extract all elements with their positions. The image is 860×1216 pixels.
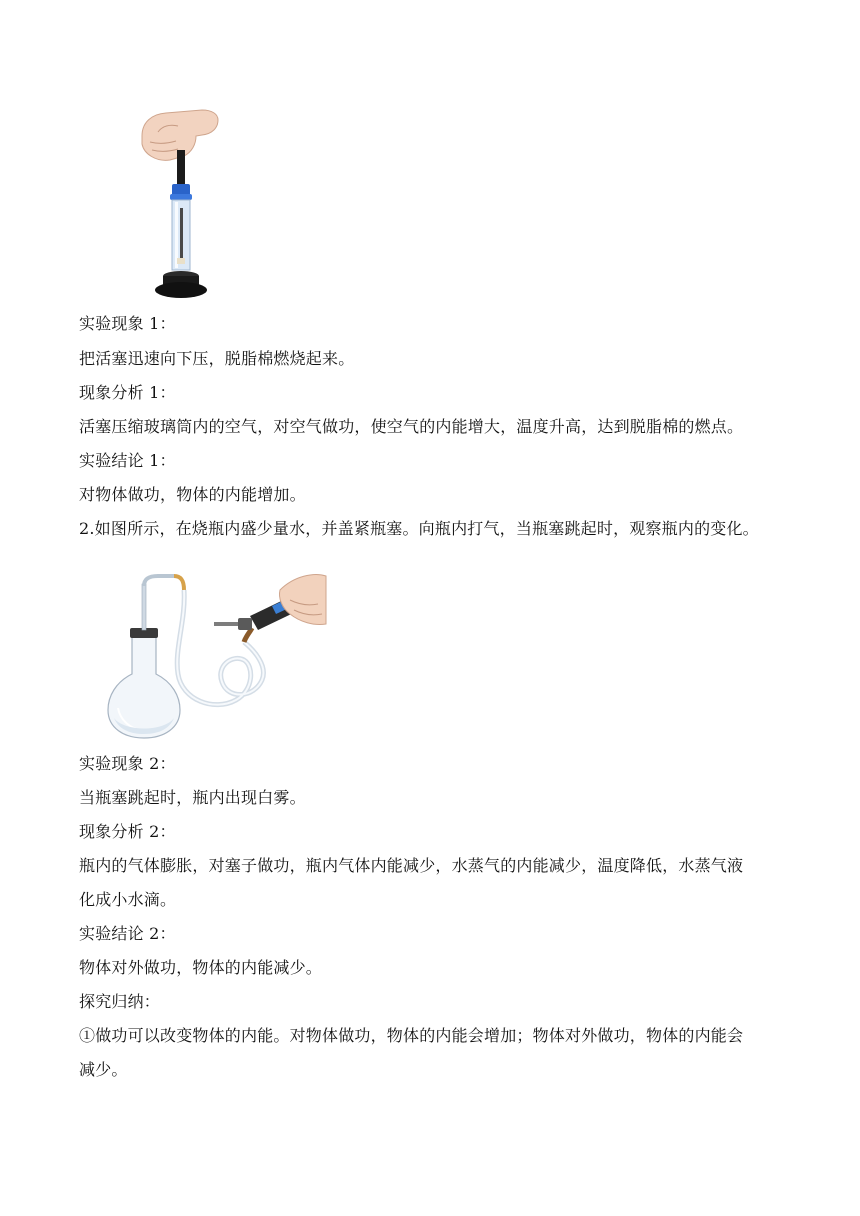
exp2-analysis-text-line2: 化成小水滴。	[79, 890, 177, 909]
exp2-phenomenon-text: 当瓶塞跳起时，瓶内出现白雾。	[79, 788, 306, 807]
exp1-conclusion-heading: 实验结论 1：	[79, 451, 176, 470]
exp1-analysis-text: 活塞压缩玻璃筒内的空气，对空气做功，使空气的内能增大，温度升高，达到脱脂棉的燃点。	[79, 417, 744, 436]
flask-and-pump-figure	[104, 570, 330, 740]
exp1-analysis-heading: 现象分析 1：	[79, 383, 176, 402]
exp2-intro-text: 2.如图所示，在烧瓶内盛少量水，并盖紧瓶塞。向瓶内打气，当瓶塞跳起时，观察瓶内的变化。	[79, 519, 759, 538]
exp2-phenomenon-heading: 实验现象 2：	[79, 754, 176, 773]
summary-text-line1: ①做功可以改变物体的内能。对物体做功，物体的内能会增加；物体对外做功，物体的内能会	[79, 1026, 744, 1045]
exp2-conclusion-text: 物体对外做功，物体的内能减少。	[79, 958, 323, 977]
exp2-analysis-text-line1: 瓶内的气体膨胀，对塞子做功，瓶内气体内能减少，水蒸气的内能减少，温度降低，水蒸气液	[79, 856, 744, 875]
exp1-phenomenon-text: 把活塞迅速向下压，脱脂棉燃烧起来。	[79, 349, 355, 368]
air-compression-syringe-figure	[136, 108, 226, 302]
summary-text-line2: 减少。	[79, 1060, 128, 1079]
exp1-phenomenon-heading: 实验现象 1：	[79, 314, 176, 333]
exp2-conclusion-heading: 实验结论 2：	[79, 924, 176, 943]
exp1-conclusion-text: 对物体做功，物体的内能增加。	[79, 485, 306, 504]
exp2-analysis-heading: 现象分析 2：	[79, 822, 176, 841]
summary-heading: 探究归纳：	[79, 992, 161, 1011]
